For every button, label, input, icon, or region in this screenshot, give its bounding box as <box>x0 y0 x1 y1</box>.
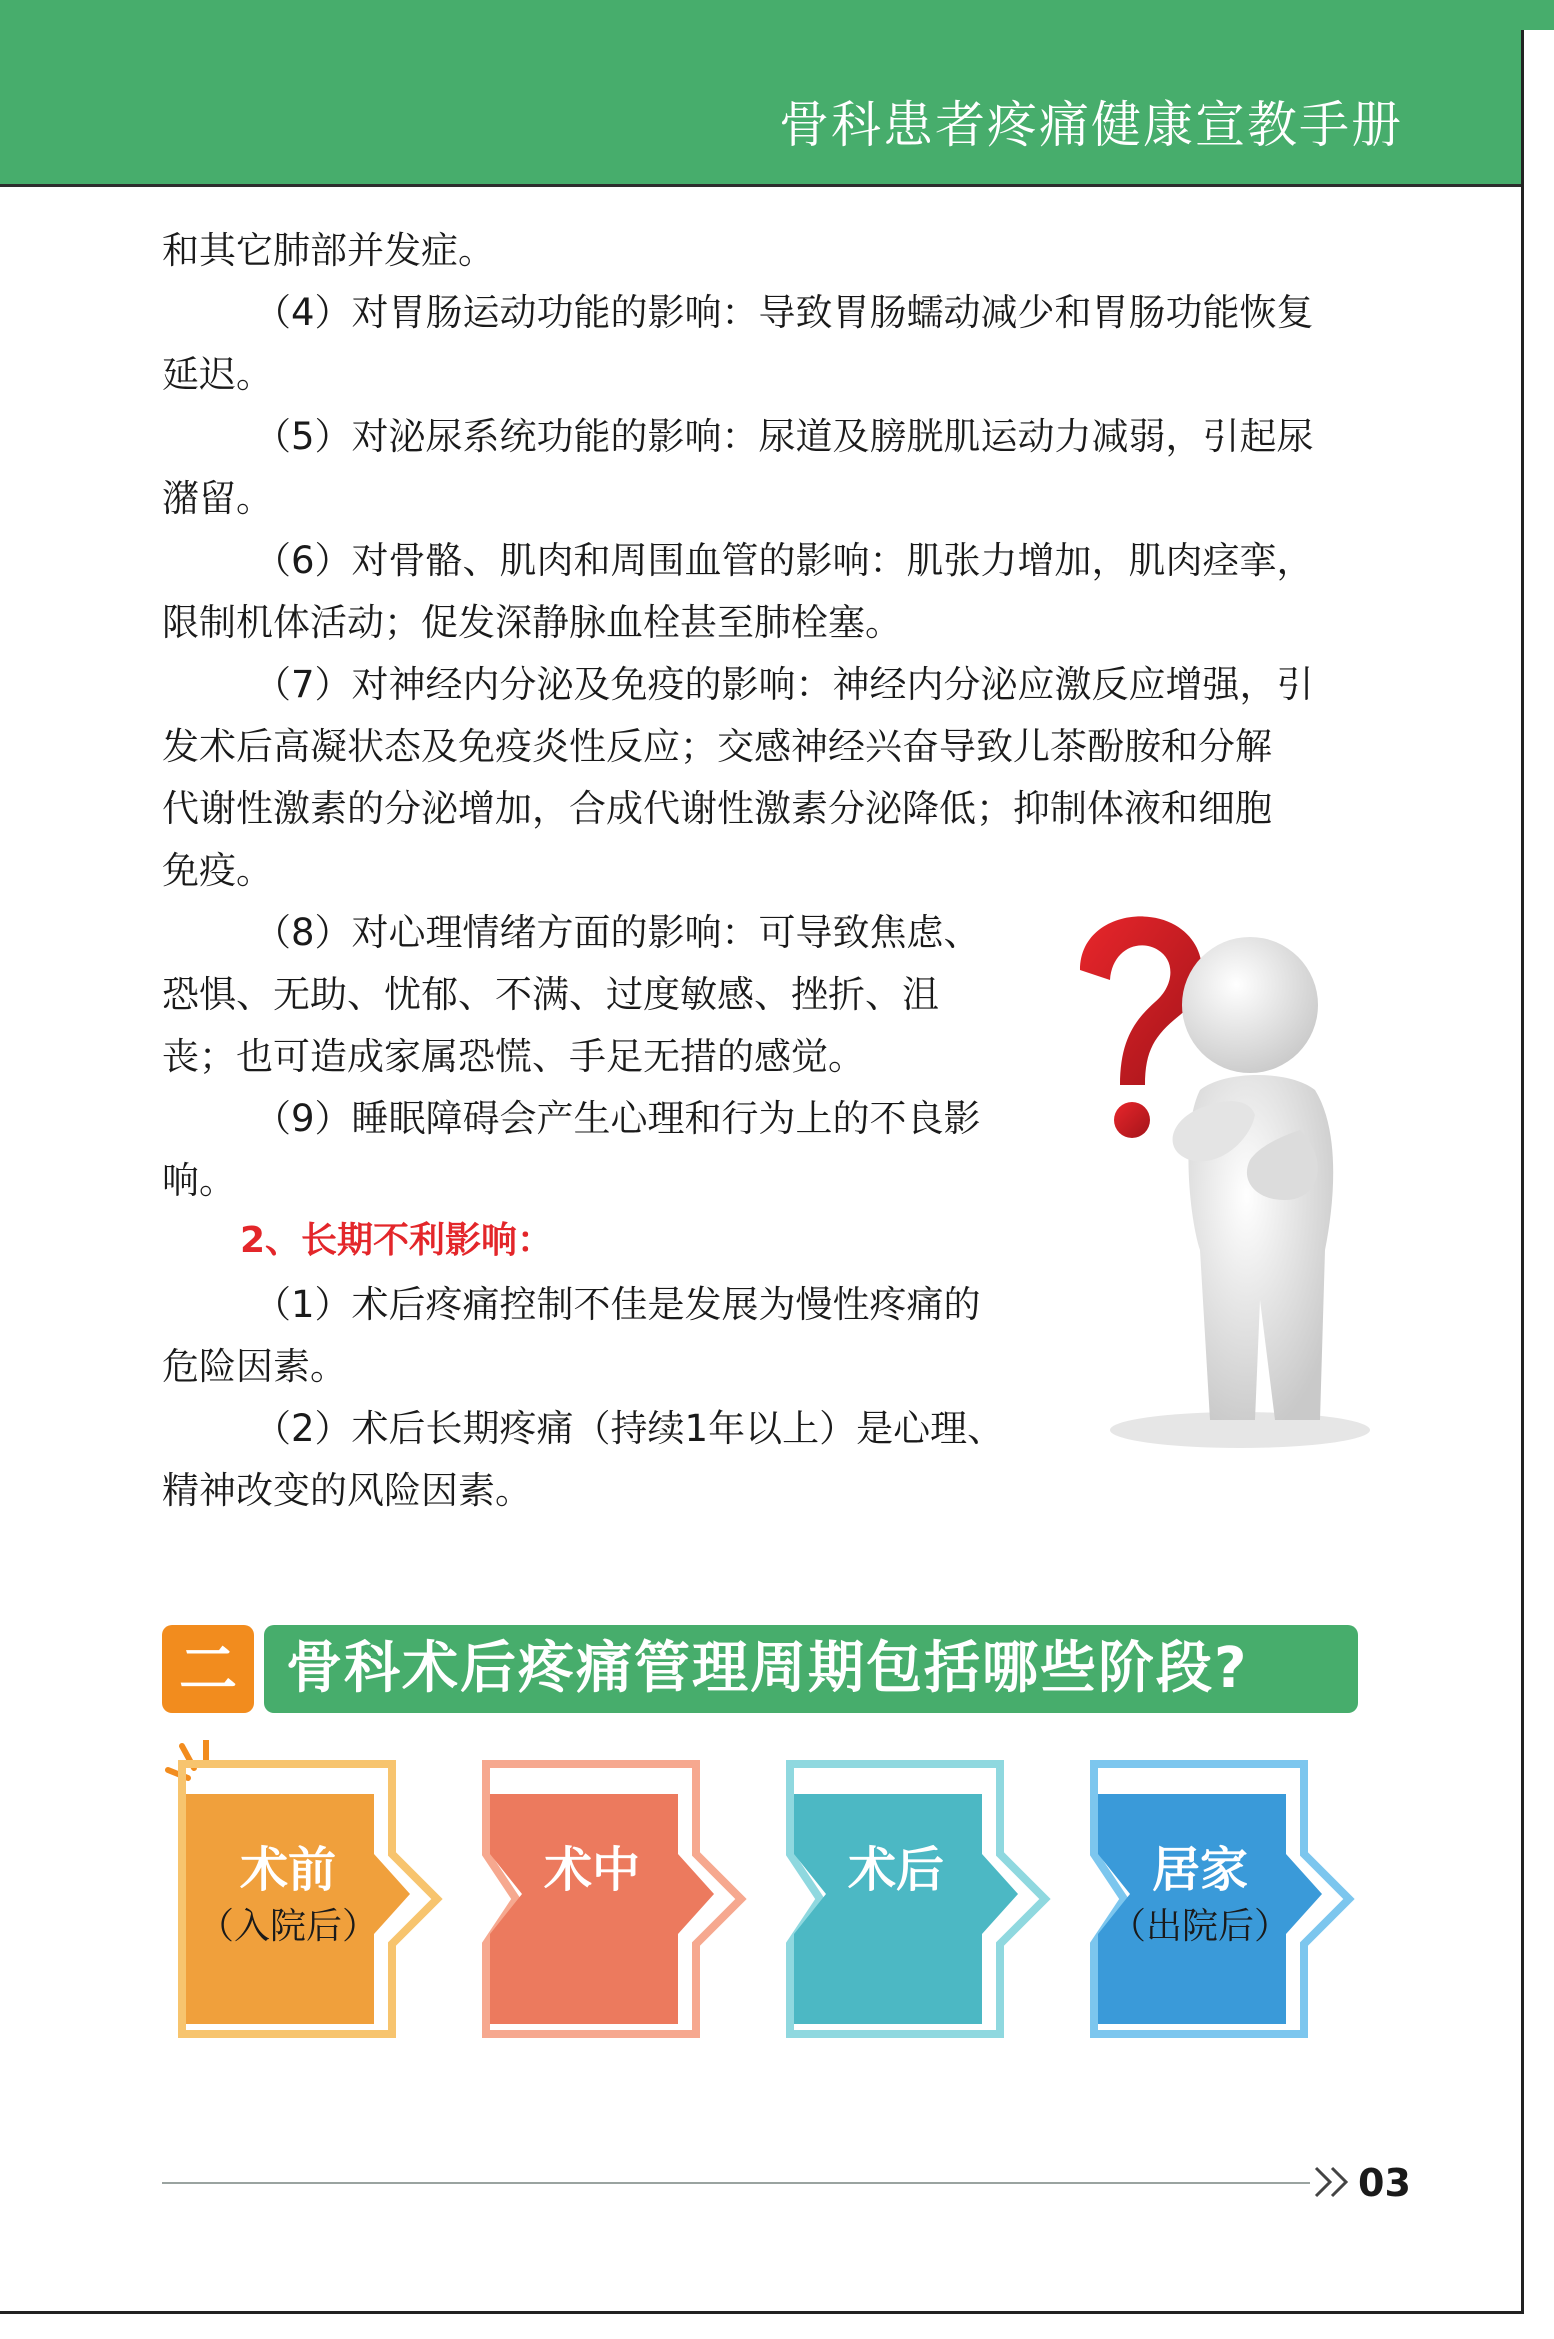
text-line: （5）对泌尿系统功能的影响：尿道及膀胱肌运动力减弱，引起尿 <box>254 415 1314 458</box>
stage-sub: （入院后） <box>197 1906 378 1947</box>
section-banner <box>162 1625 1358 1713</box>
text-line: 发术后高凝状态及免疫炎性反应；交感神经兴奋导致儿茶酚胺和分解 <box>162 725 1272 768</box>
text-line: （1）术后疼痛控制不佳是发展为慢性疼痛的 <box>254 1283 981 1326</box>
footer-rule <box>162 2182 1310 2184</box>
section-title: 骨科术后疼痛管理周期包括哪些阶段? <box>286 1636 1249 1701</box>
stage-home <box>1070 1740 1370 2040</box>
text-line: 和其它肺部并发症。 <box>162 229 495 272</box>
double-chevron-icon <box>1312 2164 1354 2200</box>
section-title-box <box>264 1625 1358 1713</box>
text-line: （8）对心理情绪方面的影响：可导致焦虑、 <box>254 911 981 954</box>
text-line: 潴留。 <box>162 477 273 520</box>
header-band <box>0 30 1524 184</box>
text-line: 延迟。 <box>162 353 273 396</box>
header-title: 骨科患者疼痛健康宣教手册 <box>779 96 1403 154</box>
stage-preop <box>158 1740 458 2040</box>
question-mark-figure-illustration <box>1050 900 1370 1460</box>
text-line: （4）对胃肠运动功能的影响：导致胃肠蠕动减少和胃肠功能恢复 <box>254 291 1314 334</box>
text-line: 代谢性激素的分泌增加，合成代谢性激素分泌降低；抑制体液和细胞 <box>162 787 1272 830</box>
text-line: （2）术后长期疼痛（持续1年以上）是心理、 <box>254 1407 1005 1450</box>
text-line: 限制机体活动；促发深静脉血栓甚至肺栓塞。 <box>162 601 902 644</box>
paragraph-continuation <box>162 220 1362 282</box>
text-line: 丧；也可造成家属恐慌、手足无措的感觉。 <box>162 1035 865 1078</box>
stage-intraop <box>462 1740 762 2040</box>
paragraph-6 <box>162 530 1362 654</box>
paragraph-7 <box>162 654 1362 902</box>
text-line: （7）对神经内分泌及免疫的影响：神经内分泌应激反应增强，引 <box>254 663 1314 706</box>
page-number: 03 <box>1358 2161 1411 2205</box>
text-line: 免疫。 <box>162 849 273 892</box>
long-term-item-1 <box>162 1274 1042 1398</box>
text-line: （6）对骨骼、肌肉和周围血管的影响：肌张力增加，肌肉痉挛， <box>254 539 1314 582</box>
text-line: 精神改变的风险因素。 <box>162 1469 532 1512</box>
long-term-item-2 <box>162 1398 1042 1522</box>
stage-label: 术后 <box>847 1842 944 1898</box>
stage-list <box>158 1740 1388 2040</box>
text-line: 恐惧、无助、忧郁、不满、过度敏感、挫折、沮 <box>162 973 939 1016</box>
section-number: 二 <box>162 1625 254 1713</box>
stage-sub: （出院后） <box>1109 1906 1290 1947</box>
paragraph-5 <box>162 406 1362 530</box>
stage-label: 居家 <box>1151 1842 1248 1898</box>
paragraph-8 <box>162 902 1042 1088</box>
top-color-strip <box>0 0 1554 30</box>
stage-label: 术中 <box>543 1842 640 1898</box>
paragraph-9 <box>162 1088 1042 1212</box>
sub-heading-long-term: 2、长期不利影响： <box>240 1220 554 1261</box>
stage-postop <box>766 1740 1066 2040</box>
text-line: （9）睡眠障碍会产生心理和行为上的不良影 <box>254 1097 981 1140</box>
stage-label: 术前 <box>239 1842 336 1898</box>
paragraph-4 <box>162 282 1362 406</box>
text-line: 危险因素。 <box>162 1345 347 1388</box>
text-line: 响。 <box>162 1159 236 1202</box>
